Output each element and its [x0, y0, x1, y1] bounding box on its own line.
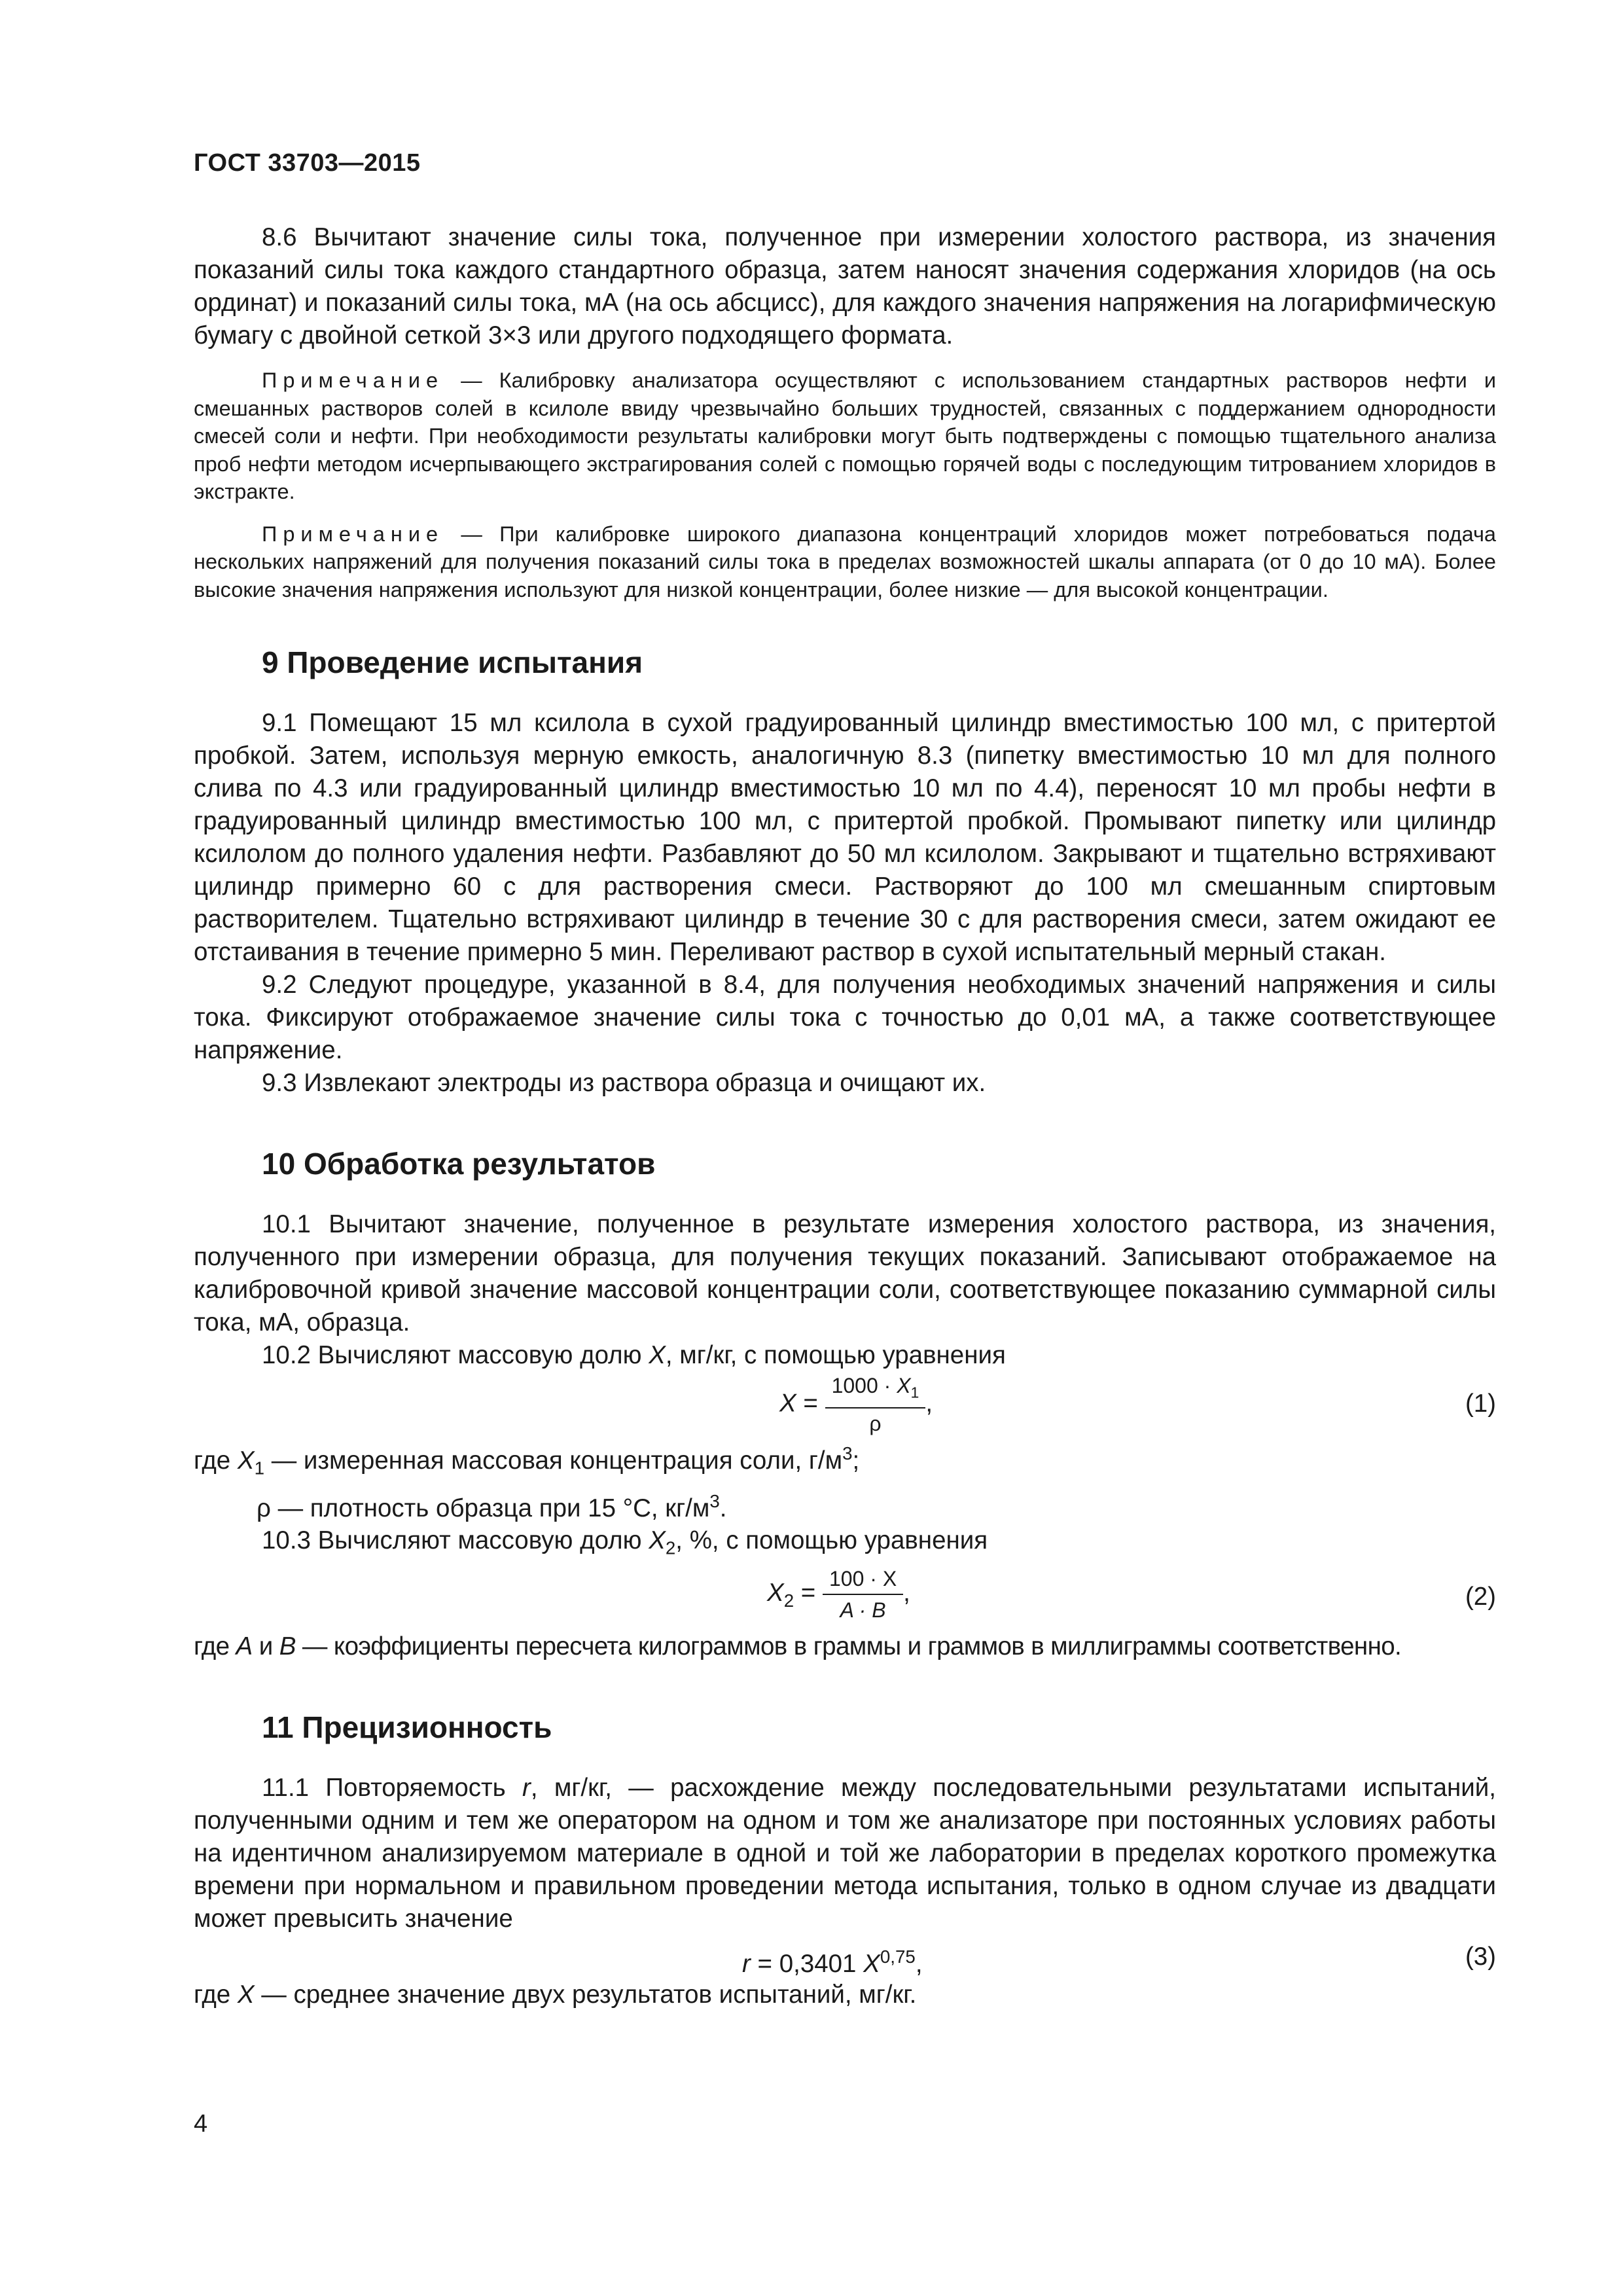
document-header: ГОСТ 33703—2015 — [194, 149, 421, 177]
page-number: 4 — [194, 2110, 208, 2138]
paragraph-11-1: 11.1 Повторяемость r, мг/кг, — расхождение между последовательными результатами испытаний, полученными одним и тем же оператором на одном и том же анализаторе при постоянных условиях работы на идентичном анализируемом материале в одной и той же лаборатории в пределах короткого промежутка времени при нормальном и правильном проведении метода испытания, только в одном случае из двадцати может превысить значение — [194, 1774, 1496, 1933]
paragraph-9-2: 9.2 Следуют процедуре, указанной в 8.4, для получения необходимых значений напряжения и силы тока. Фиксируют отображаемое значение силы тока с точностью до 0,01 мА, а также соответствующее напряжение. — [194, 971, 1496, 1064]
where-a-b: где A и B — коэффициенты пересчета килограммов в граммы и граммов в миллиграммы соответственно. — [194, 1632, 1402, 1661]
formula-number: (2) — [1465, 1583, 1496, 1611]
section-10-title: 10 Обработка результатов — [262, 1147, 656, 1181]
paragraph-8-6: 8.6 Вычитают значение силы тока, полученное при измерении холостого раствора, из значения показаний силы тока каждого стандартного образца, затем наносят значения содержания хлоридов (на ось ординат) и показаний силы тока, мА (на ось абсцисс), для каждого значения напряжения на логарифмическую бумагу с двойной сеткой 3×3 или другого подходящего формата. — [194, 223, 1496, 350]
formula-number: (3) — [1465, 1943, 1496, 1971]
section-11-title: 11 Прецизионность — [262, 1710, 552, 1745]
note-label: Примечание — [262, 368, 444, 392]
note-text: — При калибровке широкого диапазона концентраций хлоридов может потребоваться подача нескольких напряжений для получения показаний силы тока в пределах возможностей шкалы аппарата (от 0 до 10 мА). Более высокие значения напряжения используют для низкой концентрации, более низкие — для высокой концентрации. — [194, 522, 1496, 601]
paragraph-9-1: 9.1 Помещают 15 мл ксилола в сухой градуированный цилиндр вместимостью 100 мл, с притертой пробкой. Затем, используя мерную емкость, аналогичную 8.3 (пипетку вместимостью 10 мл для полного слива по 4.3 или градуированный цилиндр вместимостью 10 мл по 4.4), переносят 10 мл пробы нефти в градуированный цилиндр вместимостью 100 мл, с притертой пробкой. Промывают пипетку или цилиндр ксилолом до полного удаления нефти. Разбавляют до 50 мл ксилолом. Закрывают и тщательно встряхивают цилиндр примерно 60 с для растворения смеси. Растворяют до 100 мл смешанным спиртовым растворителем. Тщательно встряхивают цилиндр в течение 30 с для растворения смеси, затем ожидают ее отстаивания в течение примерно 5 мин. Переливают раствор в сухой испытательный мерный стакан. — [194, 709, 1496, 966]
formula-1: X = $\frac{1000 \cdot X_1}{\rho}$ , (1) — [779, 1374, 1496, 1436]
formula-number: (1) — [1465, 1390, 1496, 1418]
where-rho: ρ — плотность образца при 15 °С, $кг/м^3$. — [257, 1490, 727, 1522]
note-1 — [194, 367, 1496, 506]
formula-2: $X_2$ = $\frac{100 \cdot X}{A \cdot B}$ , (2) — [767, 1567, 1496, 1623]
note-text: — Калибровку анализатора осуществляют с использованием стандартных растворов нефти и смешанных растворов солей в ксилоле ввиду чрезвычайно больших трудностей, связанных с поддержанием однородности смесей соли и нефти. При необходимости результаты калибровки могут быть подтверждены с помощью тщательного анализа проб нефти методом исчерпывающего экстрагирования солей с помощью горячей воды с последующим титрованием хлоридов в экстракте. — [194, 368, 1496, 503]
paragraph-10-1: 10.1 Вычитают значение, полученное в результате измерения холостого раствора, из значения, полученного при измерении образца, для получения текущих показаний. Записывают отображаемое на калибровочной кривой значение массовой концентрации соли, соответствующее показанию суммарной силы тока, мА, образца. — [194, 1210, 1496, 1336]
paragraph-9-3: 9.3 Извлекают электроды из раствора образца и очищают их. — [262, 1069, 986, 1097]
document-body — [194, 221, 1496, 2011]
note-label: Примечание — [262, 522, 444, 546]
section-9-title: 9 Проведение испытания — [262, 645, 643, 679]
note-2 — [194, 520, 1496, 604]
where-x: где X — среднее значение двух результатов испытаний, мг/кг. — [194, 1981, 917, 2009]
formula-3: r = 0,3401 X$^{0,75}$, (3) — [194, 1935, 1496, 1979]
paragraph-10-3: 10.3 Вычисляют массовую долю $X_2$, %, с помощью уравнения — [262, 1526, 988, 1559]
where-x1: где $X_1$ — измеренная массовая концентрация соли, $г/м^3$; — [194, 1443, 860, 1479]
paragraph-10-2: 10.2 Вычисляют массовую долю X, мг/кг, с помощью уравнения — [262, 1341, 1006, 1369]
